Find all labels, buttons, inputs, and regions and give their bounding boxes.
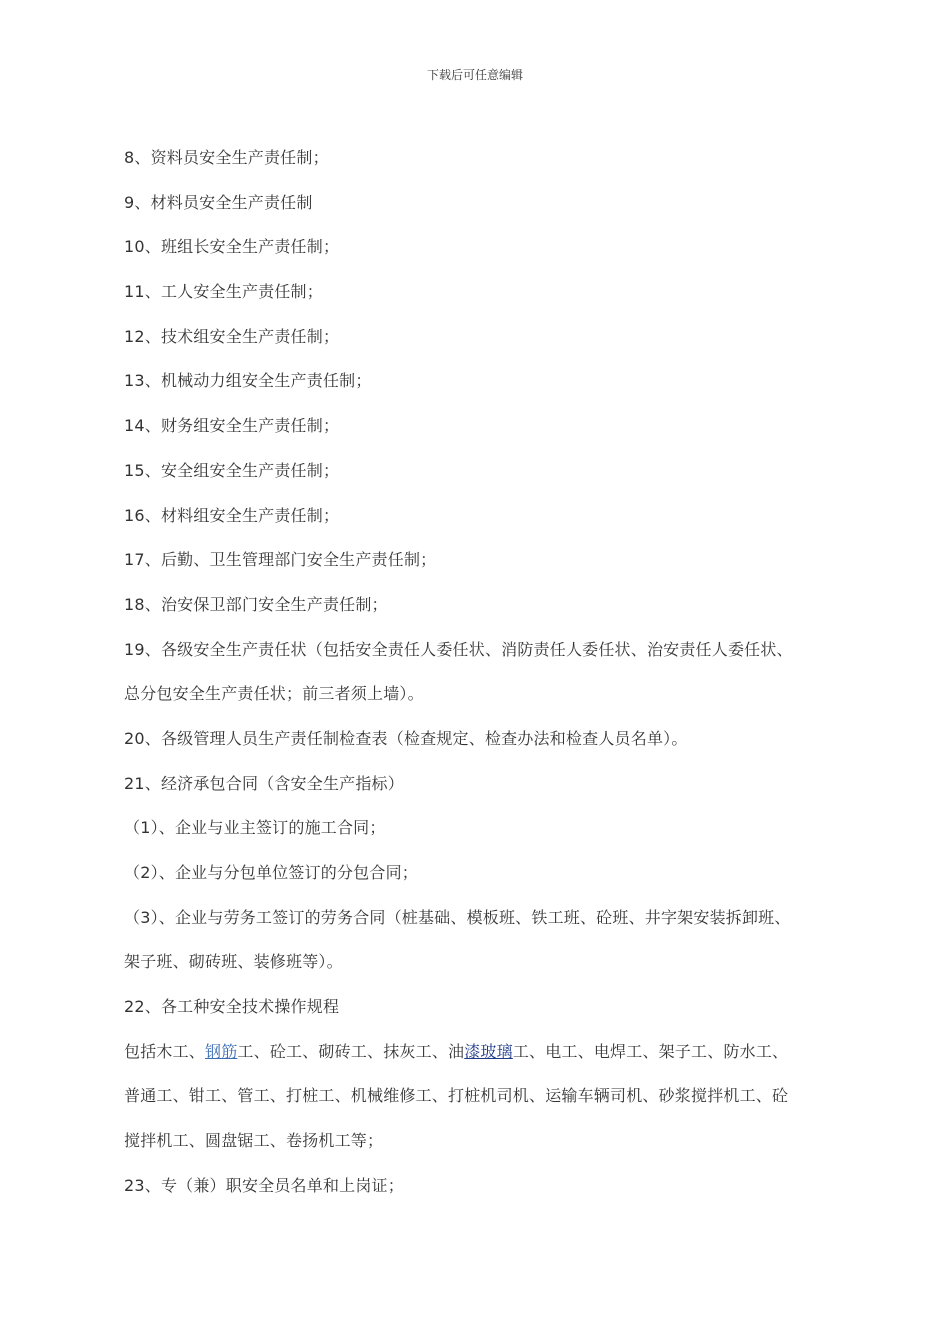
list-item: 12、技术组安全生产责任制； bbox=[124, 326, 340, 346]
sub-item: （1）、企业与业主签订的施工合同； bbox=[124, 818, 386, 838]
list-item: 19、各级安全生产责任状（包括安全责任人委任状、消防责任人委任状、治安责任人委任状、 bbox=[124, 639, 793, 659]
text-span: 工、砼工、砌砖工、抹灰工、油 bbox=[237, 1041, 465, 1061]
list-item: 13、机械动力组安全生产责任制； bbox=[124, 371, 372, 391]
sub-item-continuation: 架子班、砌砖班、装修班等）。 bbox=[124, 952, 343, 972]
list-item: 21、经济承包合同（含安全生产指标） bbox=[124, 773, 404, 793]
paint-glass-link[interactable]: 漆玻璃 bbox=[464, 1041, 513, 1061]
list-item: 22、各工种安全技术操作规程 bbox=[124, 997, 340, 1017]
paragraph-line: 搅拌机工、圆盘锯工、卷扬机工等； bbox=[124, 1131, 384, 1151]
text-span: 工、电工、电焊工、架子工、防水工、 bbox=[512, 1041, 789, 1061]
list-item: 11、工人安全生产责任制； bbox=[124, 282, 323, 302]
list-item: 10、班组长安全生产责任制； bbox=[124, 237, 340, 257]
list-item-continuation: 总分包安全生产责任状；前三者须上墙）。 bbox=[124, 684, 424, 704]
sub-item: （2）、企业与分包单位签订的分包合同； bbox=[124, 863, 418, 882]
document-body bbox=[124, 140, 824, 1213]
list-item: 9、材料员安全生产责任制 bbox=[124, 192, 313, 212]
paragraph-line bbox=[124, 1034, 824, 1079]
list-item: 16、材料组安全生产责任制； bbox=[124, 505, 340, 525]
rebar-link[interactable]: 钢筋 bbox=[205, 1041, 238, 1061]
list-item: 23、专（兼）职安全员名单和上岗证； bbox=[124, 1175, 404, 1195]
list-item: 18、治安保卫部门安全生产责任制； bbox=[124, 594, 388, 614]
list-item: 8、资料员安全生产责任制； bbox=[124, 148, 329, 167]
page-header: 下载后可任意编辑 bbox=[426, 68, 523, 82]
list-item: 14、财务组安全生产责任制； bbox=[124, 416, 340, 436]
list-item: 20、各级管理人员生产责任制检查表（检查规定、检查办法和检查人员名单）。 bbox=[124, 728, 688, 748]
list-item: 17、后勤、卫生管理部门安全生产责任制； bbox=[124, 550, 437, 570]
paragraph-line: 普通工、钳工、管工、打桩工、机械维修工、打桩机司机、运输车辆司机、砂浆搅拌机工、砼 bbox=[124, 1086, 789, 1106]
text-span: 包括木工、 bbox=[124, 1041, 206, 1061]
sub-item: （3）、企业与劳务工签订的劳务合同（桩基础、模板班、铁工班、砼班、井字架安装拆卸班、 bbox=[124, 907, 791, 927]
list-item: 15、安全组安全生产责任制； bbox=[124, 460, 340, 480]
